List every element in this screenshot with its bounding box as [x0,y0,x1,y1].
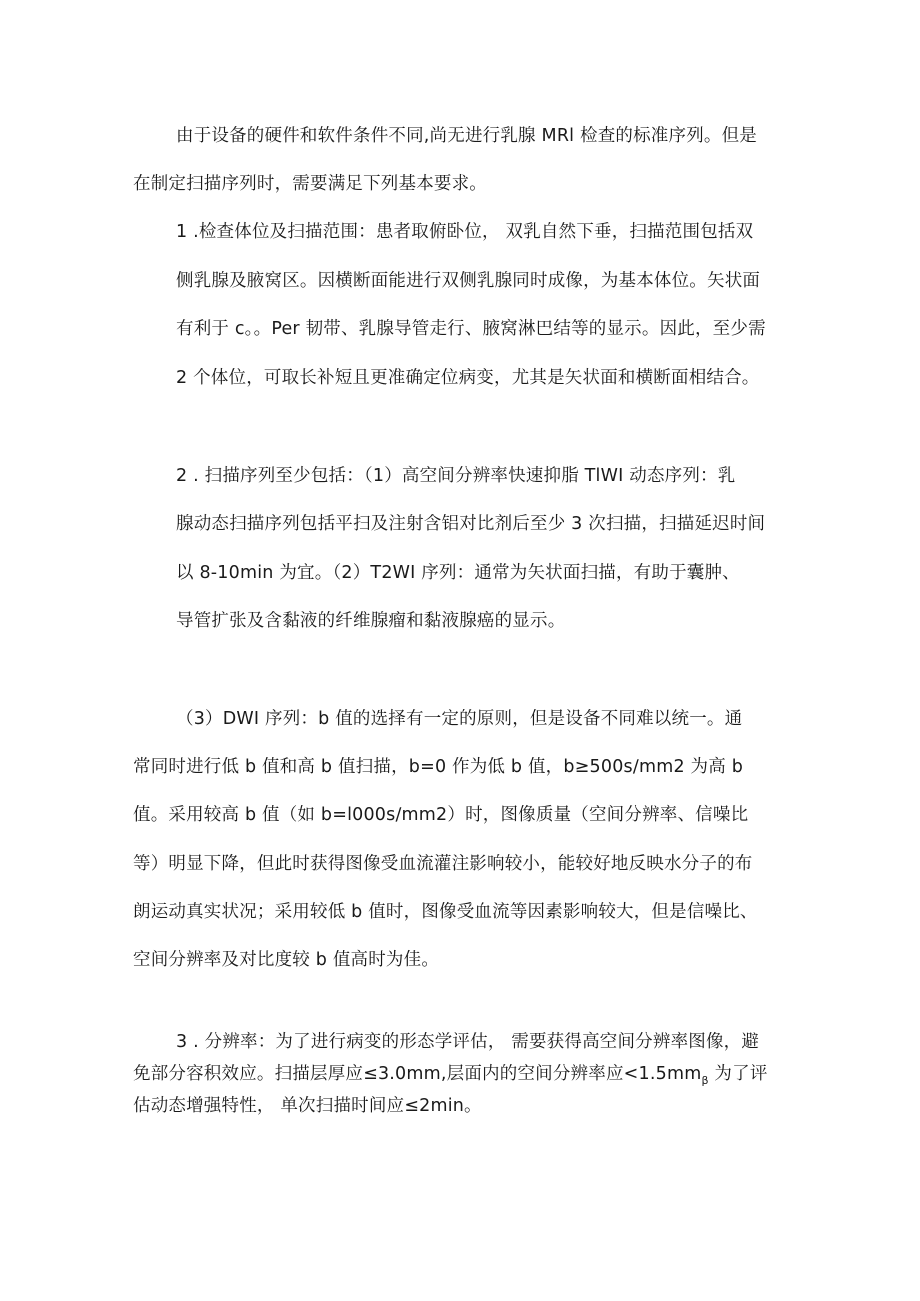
paragraph-3-line-4: 导管扩张及含黏液的纤维腺瘤和黏液腺癌的显示。 [176,611,566,631]
subscript-beta: β [701,1074,709,1087]
paragraph-2-line-4: 2 个体位，可取长补短且更准确定位病变，尤其是矢状面和横断面相结合。 [176,368,760,388]
paragraph-5-line-2 [133,1062,768,1088]
paragraph-2-line-3: 有利于 c。。Per 韧带、乳腺导管走行、腋窝淋巴结等的显示。因此，至少需 [176,319,766,339]
paragraph-1-line-1: 由于设备的硬件和软件条件不同,尚无进行乳腺 MRl 检查的标准序列。但是 [176,126,758,146]
paragraph-4-line-3: 值。采用较高 b 值（如 b=l000s∕mm2）时，图像质量（空间分辨率、信噪比 [133,805,749,825]
paragraph-2-line-1: 1 .检查体位及扫描范围：患者取俯卧位， 双乳自然下垂，扫描范围包括双 [176,222,754,242]
paragraph-3-line-3: 以 8-10min 为宜。（2）T2WI 序列：通常为矢状面扫描，有助于囊肿、 [176,563,740,583]
paragraph-4-line-6: 空间分辨率及对比度较 b 值高时为佳。 [133,950,440,970]
paragraph-5-line-2-tail: 为了评 [708,1064,768,1084]
paragraph-4-line-5: 朗运动真实状况；采用较低 b 值时，图像受血流等因素影响较大，但是信噪比、 [133,902,758,922]
paragraph-2-line-2: 侧乳腺及腋窝区。因横断面能进行双侧乳腺同时成像，为基本体位。矢状面 [176,271,761,291]
paragraph-5-line-2-text: 免部分容积效应。扫描层厚应≤3.0mm,层面内的空间分辨率应<1.5mm [133,1064,702,1084]
paragraph-3-line-2: 腺动态扫描序列包括平扫及注射含铝对比剂后至少 3 次扫描，扫描延迟时间 [176,514,766,534]
paragraph-4-line-4: 等）明显下降，但此时获得图像受血流灌注影响较小，能较好地反映水分子的布 [133,854,753,874]
paragraph-3-line-1: 2 . 扫描序列至少包括：（1）高空间分辨率快速抑脂 TlWI 动态序列：乳 [176,466,736,486]
paragraph-4-line-2: 常同时进行低 b 值和高 b 值扫描，b=0 作为低 b 值，b≥500s∕mm2 为高 b [133,757,744,777]
paragraph-5-line-3: 估动态增强特性， 单次扫描时间应≤2min。 [133,1096,482,1116]
paragraph-1-line-2: 在制定扫描序列时，需要满足下列基本要求。 [133,174,487,194]
paragraph-5-line-1: 3 . 分辨率：为了进行病变的形态学评估， 需要获得高空间分辨率图像，避 [176,1032,760,1052]
paragraph-4-line-1: （3）DWI 序列：b 值的选择有一定的原则，但是设备不同难以统一。通 [176,709,743,729]
